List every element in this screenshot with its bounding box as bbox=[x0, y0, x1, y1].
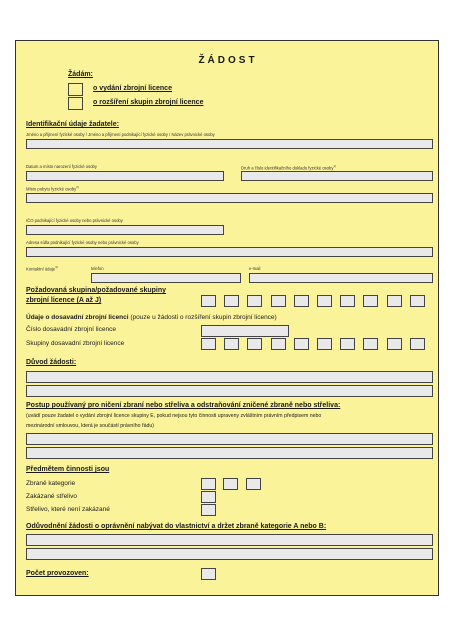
current-number-field[interactable] bbox=[201, 325, 289, 337]
subject-item-forbidden-ammo: Zakázané střelivo bbox=[26, 493, 77, 500]
procedure-note-1: (uvádí pouze žadatel o vydání zbrojní licence skupiny E, pokud nejsou tyto činnosti upraveny zvláštním právním předpisem nebo bbox=[26, 413, 322, 419]
ammo-box[interactable] bbox=[201, 504, 216, 516]
current-number-label: Číslo dosavadní zbrojní licence bbox=[26, 326, 116, 333]
requested-group-box-9[interactable] bbox=[387, 295, 402, 307]
doc-hint: Druh a číslo identifikačního dokladu fyzické osoby$^{1)}$ bbox=[241, 164, 337, 171]
justification-heading: Odůvodnění žádosti o oprávnění nabývat do vlastnictví a držet zbraně kategorie A nebo B: bbox=[26, 523, 327, 530]
email-field[interactable] bbox=[249, 273, 433, 283]
checkbox-extend[interactable] bbox=[68, 97, 83, 110]
residence-field[interactable] bbox=[26, 193, 433, 203]
count-heading: Počet provozoven: bbox=[26, 570, 89, 577]
application-form bbox=[15, 40, 439, 596]
groups-heading-line2: zbrojní licence (A až J) bbox=[26, 297, 102, 304]
requested-group-box-1[interactable] bbox=[201, 295, 216, 307]
identification-heading: Identifikační údaje žadatele: bbox=[26, 121, 119, 128]
option-issue-label: o vydání zbrojní licence bbox=[93, 85, 172, 92]
current-group-box-10[interactable] bbox=[410, 338, 425, 350]
address-hint: Adresa sídla podnikající fyzické osoby nebo právnické osoby bbox=[26, 240, 139, 245]
reason-field-2[interactable] bbox=[26, 385, 433, 397]
contact-hint: Kontaktní údaje$^{3)}$ bbox=[26, 265, 58, 272]
current-group-box-3[interactable] bbox=[247, 338, 262, 350]
current-group-box-8[interactable] bbox=[363, 338, 378, 350]
current-group-box-6[interactable] bbox=[317, 338, 332, 350]
birth-hint: Datum a místo narození fyzické osoby bbox=[26, 164, 97, 169]
current-group-box-1[interactable] bbox=[201, 338, 216, 350]
procedure-field-1[interactable] bbox=[26, 433, 433, 445]
subject-heading: Předmětem činnosti jsou bbox=[26, 466, 110, 473]
reason-heading: Důvod žádosti: bbox=[26, 359, 77, 366]
groups-heading-line1: Požadovaná skupina/požadované skupiny bbox=[26, 287, 167, 294]
subject-item-weapons: Zbraně kategorie bbox=[26, 480, 76, 487]
phone-hint: telefon bbox=[91, 266, 104, 271]
reason-field-1[interactable] bbox=[26, 371, 433, 383]
email-hint: e-mail bbox=[249, 266, 261, 271]
doc-field[interactable] bbox=[241, 171, 433, 181]
procedure-heading: Postup používaný pro ničení zbraní nebo střeliva a odstraňování zničené zbraně nebo střeliva: bbox=[26, 402, 341, 409]
current-group-box-5[interactable] bbox=[294, 338, 309, 350]
justification-field-2[interactable] bbox=[26, 548, 433, 560]
current-group-box-9[interactable] bbox=[387, 338, 402, 350]
procedure-note-2: mezinárodní smlouvou, která je součástí právního řádu) bbox=[26, 423, 155, 429]
checkbox-issue[interactable] bbox=[68, 83, 83, 96]
phone-field[interactable] bbox=[91, 273, 241, 283]
count-box[interactable] bbox=[201, 568, 216, 580]
procedure-field-2[interactable] bbox=[26, 447, 433, 459]
current-group-box-4[interactable] bbox=[271, 338, 286, 350]
current-group-box-2[interactable] bbox=[224, 338, 239, 350]
weapons-category-box-2[interactable] bbox=[223, 478, 238, 490]
birth-field[interactable] bbox=[26, 171, 224, 181]
requested-group-box-8[interactable] bbox=[363, 295, 378, 307]
current-groups-label: Skupiny dosavadní zbrojní licence bbox=[26, 340, 125, 347]
requested-group-box-6[interactable] bbox=[317, 295, 332, 307]
ico-hint: IČO podnikající fyzické osoby nebo právnické osoby bbox=[26, 218, 123, 223]
ico-field[interactable] bbox=[26, 225, 224, 235]
residence-hint: Místo pobytu fyzické osoby$^{2)}$ bbox=[26, 185, 79, 192]
subject-item-ammo: Střelivo, které není zakázané bbox=[26, 506, 110, 513]
current-license-heading: Údaje o dosavadní zbrojní licenci (pouze u žádosti o rozšíření skupin zbrojní licence) bbox=[26, 314, 277, 321]
request-label: Žádám: bbox=[68, 71, 93, 78]
requested-group-box-10[interactable] bbox=[410, 295, 425, 307]
weapons-category-box-1[interactable] bbox=[201, 478, 216, 490]
justification-field-1[interactable] bbox=[26, 534, 433, 546]
requested-group-box-7[interactable] bbox=[340, 295, 355, 307]
forbidden-ammo-box[interactable] bbox=[201, 491, 216, 503]
name-hint: Jméno a příjmení fyzické osoby / Jméno a příjmení podnikající fyzické osoby / Název právnické osoby bbox=[26, 132, 215, 137]
requested-group-box-2[interactable] bbox=[224, 295, 239, 307]
option-extend-label: o rozšíření skupin zbrojní licence bbox=[93, 99, 204, 106]
address-field[interactable] bbox=[26, 247, 433, 257]
current-group-box-7[interactable] bbox=[340, 338, 355, 350]
requested-group-box-3[interactable] bbox=[247, 295, 262, 307]
weapons-category-box-3[interactable] bbox=[246, 478, 261, 490]
name-field[interactable] bbox=[26, 139, 433, 149]
requested-group-box-4[interactable] bbox=[271, 295, 286, 307]
requested-group-box-5[interactable] bbox=[294, 295, 309, 307]
form-title: ŽÁDOST bbox=[198, 55, 258, 66]
